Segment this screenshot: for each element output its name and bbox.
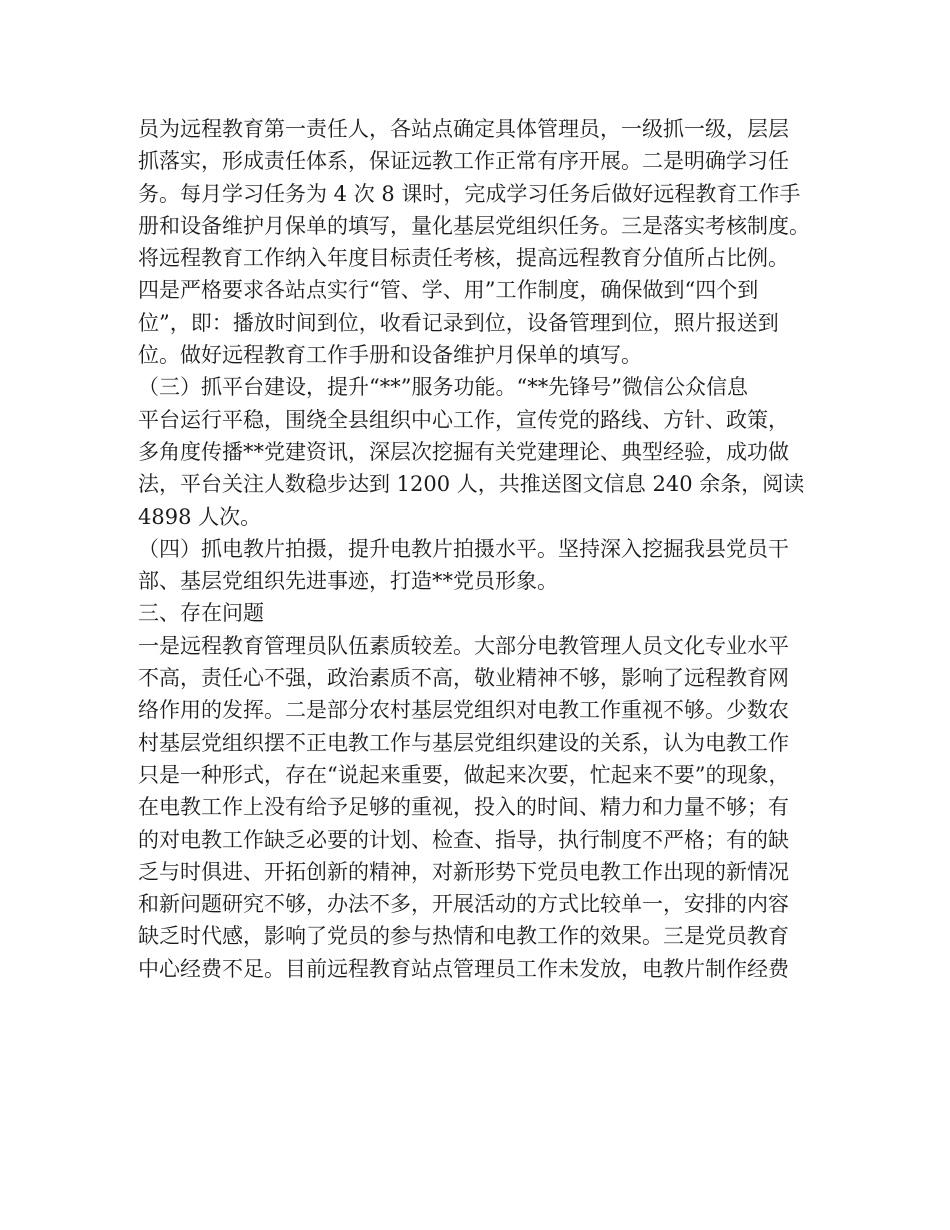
text-line: 一是远程教育管理员队伍素质较差。大部分电教管理人员文化专业水平 — [138, 633, 789, 658]
section-heading-problems: 三、存在问题 — [138, 601, 264, 626]
text-line: 4898 人次。 — [138, 504, 262, 529]
text-line: 位。做好远程教育工作手册和设备维护月保单的填写。 — [138, 343, 642, 368]
text-line: 法，平台关注人数稳步达到 1200 人，共推送图文信息 240 余条，阅读 — [138, 472, 805, 497]
text-line: 和新问题研究不够，办法不多，开展活动的方式比较单一，安排的内容 — [138, 892, 789, 917]
text-line: 不高，责任心不强，政治素质不高，敬业精神不够，影响了远程教育网 — [138, 666, 789, 691]
text-line: 村基层党组织摆不正电教工作与基层党组织建设的关系，认为电教工作 — [138, 730, 789, 755]
text-line: 务。每月学习任务为 4 次 8 课时，完成学习任务后做好远程教育工作手 — [138, 181, 801, 206]
section-heading-video: （四）抓电教片拍摄，提升电教片拍摄水平。坚持深入挖掘我县党员干 — [138, 536, 789, 561]
text-line: 络作用的发挥。二是部分农村基层党组织对电教工作重视不够。少数农 — [138, 698, 789, 723]
text-line: 位”，即：播放时间到位，收看记录到位，设备管理到位，照片报送到 — [138, 310, 779, 335]
text-line: 多角度传播**党建资讯，深层次挖掘有关党建理论、典型经验，成功做 — [138, 439, 789, 464]
section-heading-platform: （三）抓平台建设，提升“**”服务功能。“**先锋号”微信公众信息 — [138, 375, 748, 400]
text-line: 四是严格要求各站点实行“管、学、用”工作制度，确保做到“四个到 — [138, 278, 759, 303]
text-line: 部、基层党组织先进事迹，打造**党员形象。 — [138, 569, 558, 594]
text-line: 平台运行平稳，围绕全县组织中心工作，宣传党的路线、方针、政策， — [138, 407, 789, 432]
text-line: 只是一种形式，存在“说起来重要，做起来次要，忙起来不要”的现象， — [138, 762, 790, 787]
text-line: 抓落实，形成责任体系，保证远教工作正常有序开展。二是明确学习任 — [138, 149, 789, 174]
text-line: 在电教工作上没有给予足够的重视，投入的时间、精力和力量不够；有 — [138, 795, 789, 820]
text-line: 乏与时俱进、开拓创新的精神，对新形势下党员电教工作出现的新情况 — [138, 859, 789, 884]
text-line: 将远程教育工作纳入年度目标责任考核，提高远程教育分值所占比例。 — [138, 246, 789, 271]
text-line: 中心经费不足。目前远程教育站点管理员工作未发放，电教片制作经费 — [138, 956, 789, 981]
body-text — [138, 113, 828, 985]
text-line: 的对电教工作缺乏必要的计划、检查、指导，执行制度不严格；有的缺 — [138, 827, 789, 852]
text-line: 缺乏时代感，影响了党员的参与热情和电教工作的效果。三是党员教育 — [138, 924, 789, 949]
text-line: 员为远程教育第一责任人，各站点确定具体管理员，一级抓一级，层层 — [138, 117, 789, 141]
text-line: 册和设备维护月保单的填写，量化基层党组织任务。三是落实考核制度。 — [138, 213, 810, 238]
